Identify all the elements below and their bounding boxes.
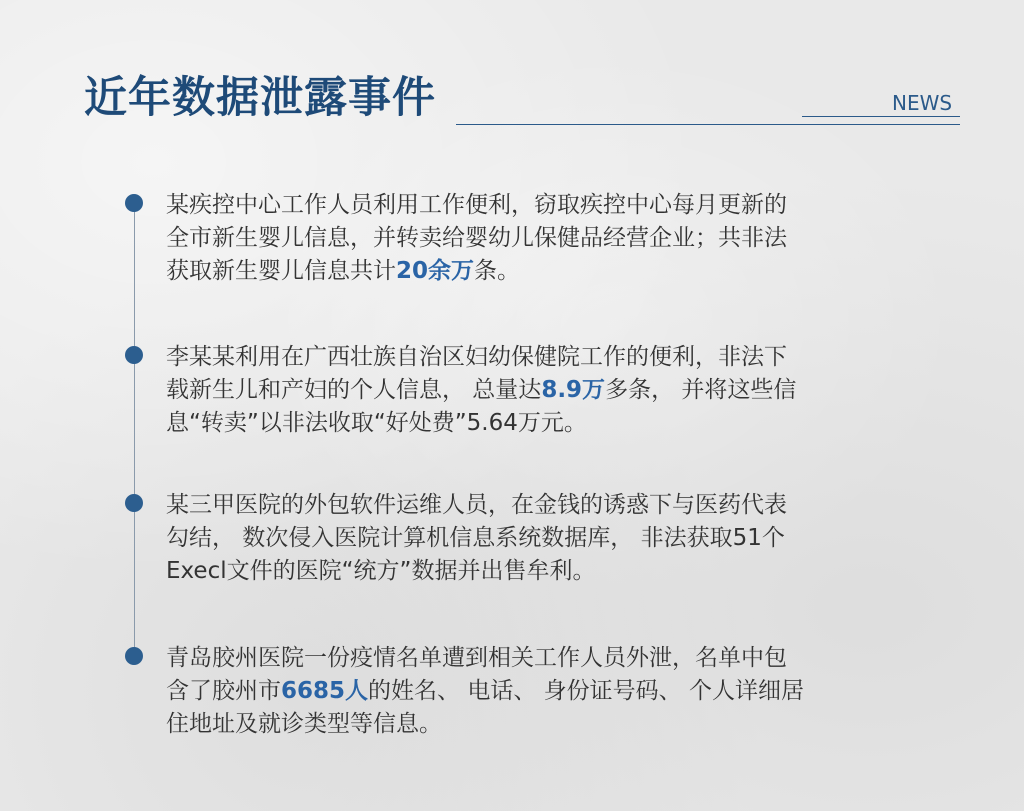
event-text: 含了胶州市 [166, 678, 281, 704]
event-line [166, 675, 906, 708]
event-text: 李某某利用在广西壮族自治区妇幼保健院工作的便利，非法下 [166, 344, 787, 370]
timeline-line [134, 203, 135, 656]
event-text: 多条， 并将这些信 [605, 377, 797, 403]
event-line [166, 642, 906, 675]
event-line [166, 189, 906, 222]
page-title: 近年数据泄露事件 [84, 73, 436, 123]
event-line [166, 341, 906, 374]
event-text: 获取新生婴儿信息共计 [166, 258, 396, 284]
event-line [166, 374, 906, 407]
event-line [166, 407, 906, 440]
event-text: 某疾控中心工作人员利用工作便利，窃取疾控中心每月更新的 [166, 192, 787, 218]
event-line [166, 222, 906, 255]
event-item [166, 189, 906, 288]
event-line [166, 708, 906, 741]
event-highlight: 6685人 [281, 678, 369, 704]
event-line [166, 555, 906, 588]
event-text: 住地址及就诊类型等信息。 [166, 711, 442, 737]
event-highlight: 20余万 [396, 258, 475, 284]
timeline-dot [125, 346, 143, 364]
event-line [166, 522, 906, 555]
event-line [166, 255, 906, 288]
event-text: 全市新生婴儿信息，并转卖给婴幼儿保健品经营企业；共非法 [166, 225, 787, 251]
event-text: 息“转卖”以非法收取“好处费”5.64万元。 [166, 410, 587, 436]
timeline-dot [125, 494, 143, 512]
event-text: Execl文件的医院“统方”数据并出售牟利。 [166, 558, 596, 584]
event-text: 的姓名、 电话、 身份证号码、 个人详细居 [368, 678, 804, 704]
event-text: 勾结， 数次侵入医院计算机信息系统数据库， 非法获取51个 [166, 525, 785, 551]
event-line [166, 489, 906, 522]
title-underline [456, 124, 960, 125]
news-underline [802, 116, 960, 117]
event-item [166, 341, 906, 440]
event-text: 某三甲医院的外包软件运维人员，在金钱的诱惑下与医药代表 [166, 492, 787, 518]
event-text: 载新生儿和产妇的个人信息， 总量达 [166, 377, 542, 403]
event-item [166, 489, 906, 588]
timeline-dot [125, 647, 143, 665]
event-text: 条。 [474, 258, 521, 284]
timeline-dot [125, 194, 143, 212]
event-highlight: 8.9万 [541, 377, 606, 403]
event-text: 青岛胶州医院一份疫情名单遭到相关工作人员外泄，名单中包 [166, 645, 787, 671]
news-label: NEWS [892, 91, 953, 115]
event-item [166, 642, 906, 741]
